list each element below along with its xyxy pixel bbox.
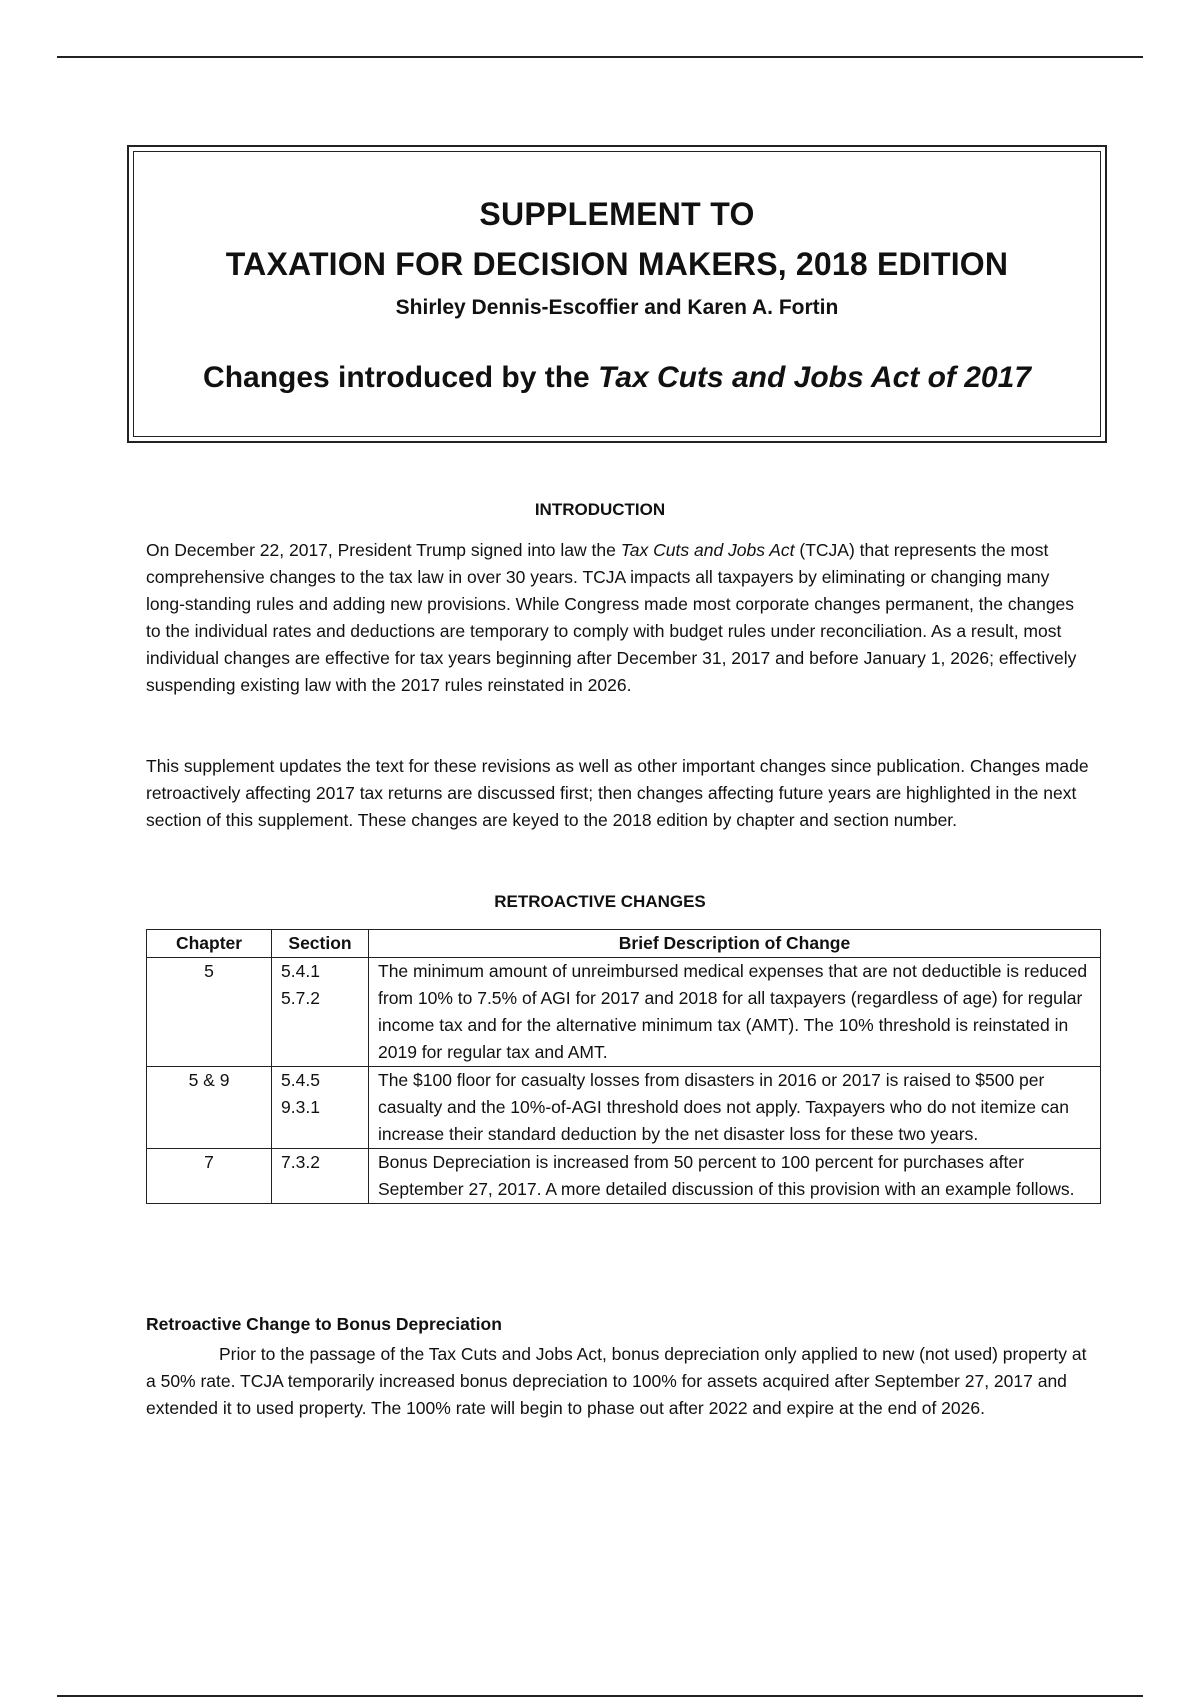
description-cell: The $100 floor for casualty losses from disasters in 2016 or 2017 is raised to $500 per casualty and the 10%-of-AGI threshold does not apply. Taxpayers who do not itemize can increase their standard deduction by the net disaster loss for these two years. [369, 1067, 1101, 1149]
section-number: 7.3.2 [281, 1152, 320, 1172]
chapter-cell: 5 [147, 958, 272, 1067]
section-cell [272, 958, 369, 1067]
table-header-row [147, 930, 1101, 958]
section-number: 9.3.1 [281, 1097, 320, 1117]
bonus-depreciation-heading: Retroactive Change to Bonus Depreciation [146, 1314, 502, 1334]
introduction-heading: INTRODUCTION [534, 500, 666, 519]
description-cell: The minimum amount of unreimbursed medical expenses that are not deductible is reduced from 10% to 7.5% of AGI for 2017 and 2018 for all taxpayers (regardless of age) for regular income tax and for the alternative minimum tax (AMT). The 10% threshold is reinstated in 2019 for regular tax and AMT. [369, 958, 1101, 1067]
chapter-cell: 7 [147, 1149, 272, 1204]
description-cell: Bonus Depreciation is increased from 50 percent to 100 percent for purchases after September 27, 2017. A more detailed discussion of this provision with an example follows. [369, 1149, 1101, 1204]
table-row [147, 1149, 1101, 1204]
intro-p1-part1: On December 22, 2017, President Trump signed into law the [146, 540, 621, 560]
table-row [147, 1067, 1101, 1149]
retroactive-changes-table [146, 929, 1101, 1204]
subtitle-prefix: Changes introduced by the [203, 361, 599, 394]
subtitle [134, 361, 1100, 395]
subtitle-act-name: Tax Cuts and Jobs Act of 2017 [598, 361, 1031, 394]
bonus-depreciation-paragraph: Prior to the passage of the Tax Cuts and Jobs Act, bonus depreciation only applied to new (not used) property at a 50% rate. TCJA temporarily increased bonus depreciation to 100% for assets acquired after September 27, 2017 and extended it to used property. The 100% rate will begin to phase out after 2022 and expire at the end of 2026. [146, 1344, 1087, 1418]
intro-p1-part2: (TCJA) that represents the most comprehensive changes to the tax law in over 30 years. TCJA impacts all taxpayers by eliminating or changing many long-standing rules and adding new provisions. While Congress made most corporate changes permanent, the changes to the individual rates and deductions are temporary to comply with budget rules under reconciliation. As a result, most individual changes are effective for tax years beginning after December 31, 2017 and before January 1, 2026; effectively suspending existing law with the 2017 rules reinstated in 2026. [146, 540, 1077, 695]
top-rule [57, 56, 1143, 58]
title-box-inner-border [133, 151, 1101, 437]
title-line-1: SUPPLEMENT TO [479, 196, 755, 232]
section-cell [272, 1149, 369, 1204]
title-line-2: TAXATION FOR DECISION MAKERS, 2018 EDITION [225, 246, 1009, 282]
column-header-section: Section [272, 930, 369, 958]
bottom-rule [57, 1695, 1143, 1697]
authors: Shirley Dennis-Escoffier and Karen A. Fortin [395, 296, 839, 319]
introduction-paragraph-1 [146, 537, 1091, 699]
introduction-paragraph-2: This supplement updates the text for these revisions as well as other important changes since publication. Changes made retroactively affecting 2017 tax returns are discussed first; then changes affecting future years are highlighted in the next section of this supplement. These changes are keyed to the 2018 edition by chapter and section number. [146, 756, 1089, 830]
intro-p1-act-name: Tax Cuts and Jobs Act [620, 540, 795, 560]
retroactive-changes-heading: RETROACTIVE CHANGES [494, 892, 706, 911]
section-number: 5.4.1 [281, 961, 320, 981]
title-box [127, 145, 1107, 443]
column-header-description: Brief Description of Change [369, 930, 1101, 958]
column-header-chapter: Chapter [147, 930, 272, 958]
section-number: 5.4.5 [281, 1070, 320, 1090]
table-row [147, 958, 1101, 1067]
section-cell [272, 1067, 369, 1149]
section-number: 5.7.2 [281, 988, 320, 1008]
chapter-cell: 5 & 9 [147, 1067, 272, 1149]
